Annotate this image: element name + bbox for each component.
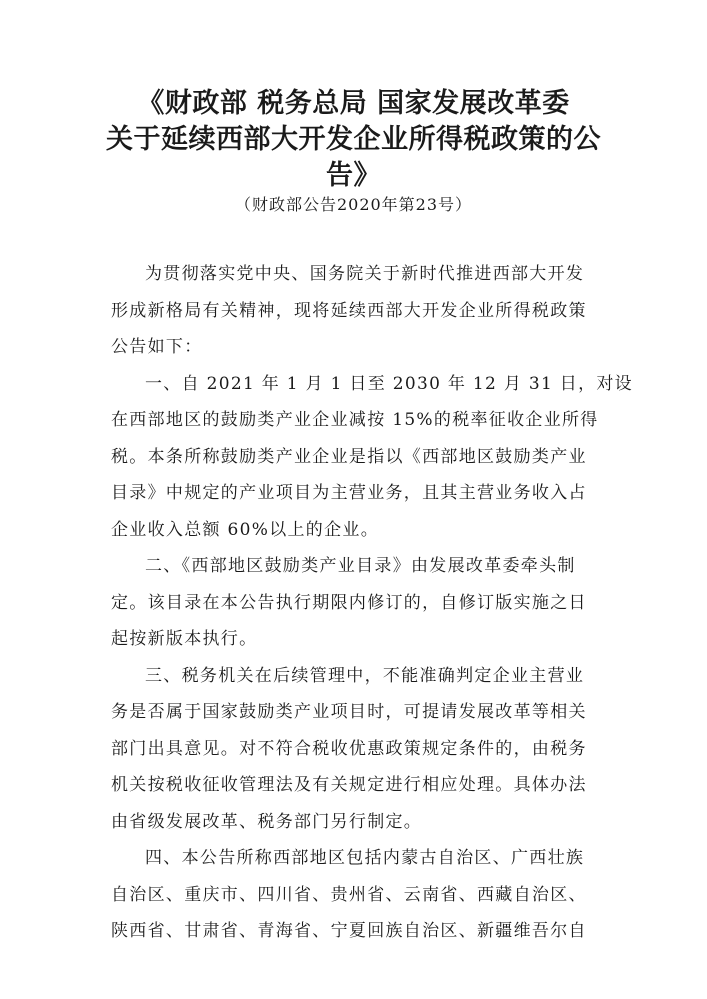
paragraph-line: 企业收入总额 60%以上的企业。 (111, 519, 379, 540)
paragraph-article-3 (111, 658, 601, 841)
paragraph-line: 机关按税收征收管理法及有关规定进行相应处理。具体办法 (111, 775, 587, 795)
document-body (111, 256, 633, 950)
paragraph-line: 目录》中规定的产业项目为主营业务，且其主营业务收入占 (111, 483, 587, 503)
paragraph-line: 二、《西部地区鼓励类产业目录》由发展改革委牵头制 (145, 556, 576, 576)
paragraph-line: 税。本条所称鼓励类产业企业是指以《西部地区鼓励类产业 (111, 446, 587, 467)
document-title (100, 86, 607, 194)
paragraph-line: 定。该目录在本公告执行期限内修订的，自修订版实施之日 (111, 592, 587, 613)
title-line-3: 告》 (326, 160, 381, 191)
paragraph-article-1 (111, 366, 633, 549)
document-number: （财政部公告2020年第23号） (234, 195, 473, 214)
paragraph-line: 形成新格局有关精神，现将延续西部大开发企业所得税政策 (111, 300, 587, 321)
title-line-2: 关于延续西部大开发企业所得税政策的公 (106, 124, 601, 155)
paragraph-line: 起按新版本执行。 (111, 629, 258, 649)
paragraph-intro (111, 256, 601, 366)
paragraph-line: 为贯彻落实党中央、国务院关于新时代推进西部大开发 (145, 264, 585, 284)
paragraph-line: 务是否属于国家鼓励类产业项目时，可提请发展改革等相关 (111, 702, 587, 722)
paragraph-line: 陕西省、甘肃省、青海省、宁夏回族自治区、新疆维吾尔自 (111, 921, 587, 941)
paragraph-article-4 (111, 840, 601, 950)
paragraph-line: 公告如下： (111, 337, 203, 357)
paragraph-line: 在西部地区的鼓励类产业企业减按 15%的税率征收企业所得 (111, 410, 599, 430)
paragraph-article-2 (111, 548, 601, 658)
paragraph-line: 一、自 2021 年 1 月 1 日至 2030 年 12 月 31 日，对设 (145, 373, 633, 394)
paragraph-line: 部门出具意见。对不符合税收优惠政策规定条件的，由税务 (111, 738, 587, 759)
paragraph-line: 由省级发展改革、税务部门另行制定。 (111, 811, 423, 832)
paragraph-line: 四、本公告所称西部地区包括内蒙古自治区、广西壮族 (145, 848, 585, 868)
paragraph-line: 三、税务机关在后续管理中，不能准确判定企业主营业 (145, 665, 585, 686)
title-line-1: 《财政部 税务总局 国家发展改革委 (137, 88, 570, 119)
paragraph-line: 自治区、重庆市、四川省、贵州省、云南省、西藏自治区、 (111, 884, 587, 905)
